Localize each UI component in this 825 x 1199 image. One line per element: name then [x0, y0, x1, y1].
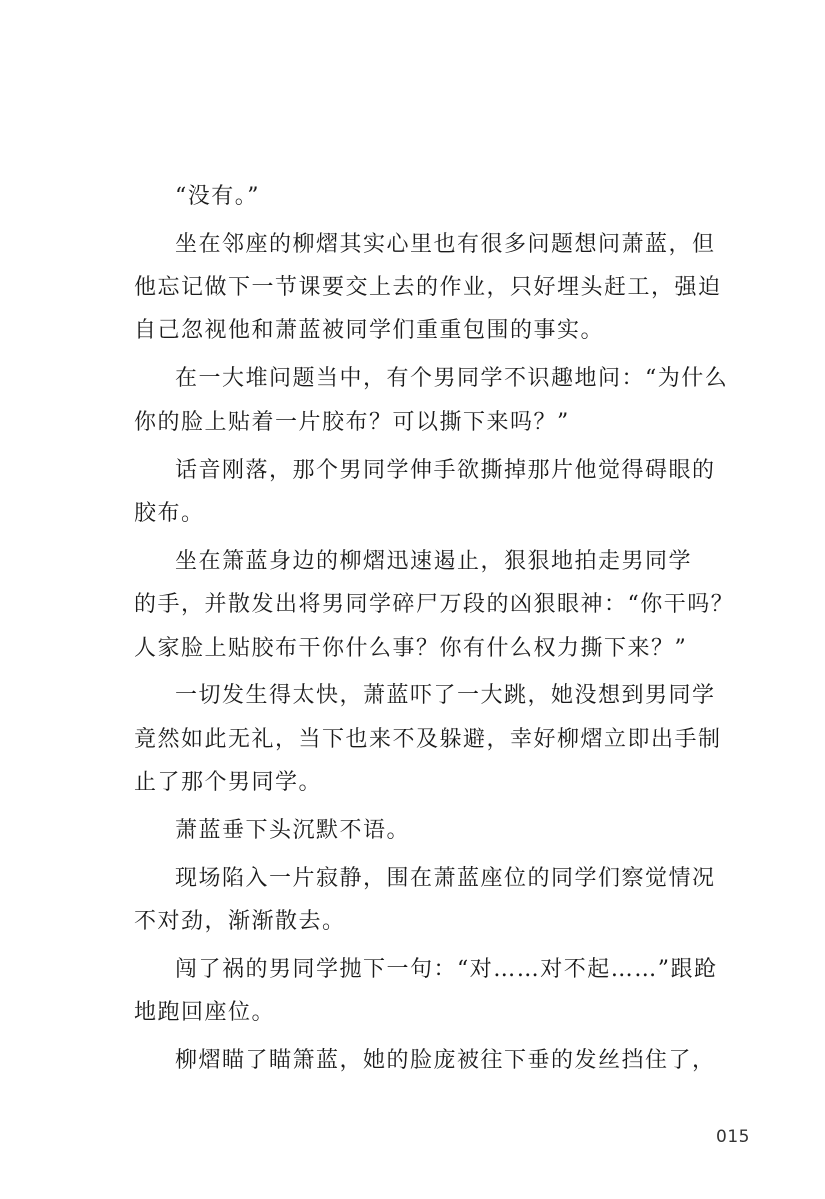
text-line: 竟然如此无礼，当下也来不及躲避，幸好柳熠立即出手制 — [134, 727, 722, 752]
text-line: 一切发生得太快，萧蓝吓了一大跳，她没想到男同学 — [175, 683, 716, 708]
text-line: 柳熠瞄了瞄箫蓝，她的脸庞被往下垂的发丝挡住了， — [175, 1048, 716, 1073]
text-line: 不对劲，渐渐散去。 — [134, 909, 346, 934]
text-line: 坐在箫蓝身边的柳熠迅速遏止，狠狠地拍走男同学 — [175, 549, 693, 574]
text-line: 的手，并散发出将男同学碎尸万段的凶狠眼神：“你干吗？ — [134, 592, 735, 617]
text-line: 人家脸上贴胶布干你什么事？你有什么权力撕下来？” — [134, 636, 688, 661]
text-line: 地跑回座位。 — [134, 1000, 276, 1025]
text-line: 胶布。 — [134, 501, 205, 526]
text-line: 坐在邻座的柳熠其实心里也有很多问题想问萧蓝，但 — [175, 232, 716, 257]
text-line: 自己忽视他和萧蓝被同学们重重包围的事实。 — [134, 318, 605, 343]
text-line: 你的脸上贴着一片胶布？可以撕下来吗？” — [134, 410, 570, 435]
text-line: 闯了祸的男同学抛下一句：“对……对不起……”跟跄 — [175, 957, 718, 982]
text-line: 止了那个男同学。 — [134, 770, 323, 795]
text-line: 他忘记做下一节课要交上去的作业，只好埋头赶工，强迫 — [134, 275, 722, 300]
text-line: 话音刚落，那个男同学伸手欲撕掉那片他觉得碍眼的 — [175, 458, 716, 483]
page-number: 015 — [716, 1127, 750, 1147]
text-line: “没有。” — [175, 184, 260, 209]
text-line: 现场陷入一片寂静，围在萧蓝座位的同学们察觉情况 — [175, 866, 716, 891]
text-line: 在一大堆问题当中，有个男同学不识趣地问：“为什么 — [175, 366, 729, 391]
text-line: 萧蓝垂下头沉默不语。 — [175, 818, 411, 843]
